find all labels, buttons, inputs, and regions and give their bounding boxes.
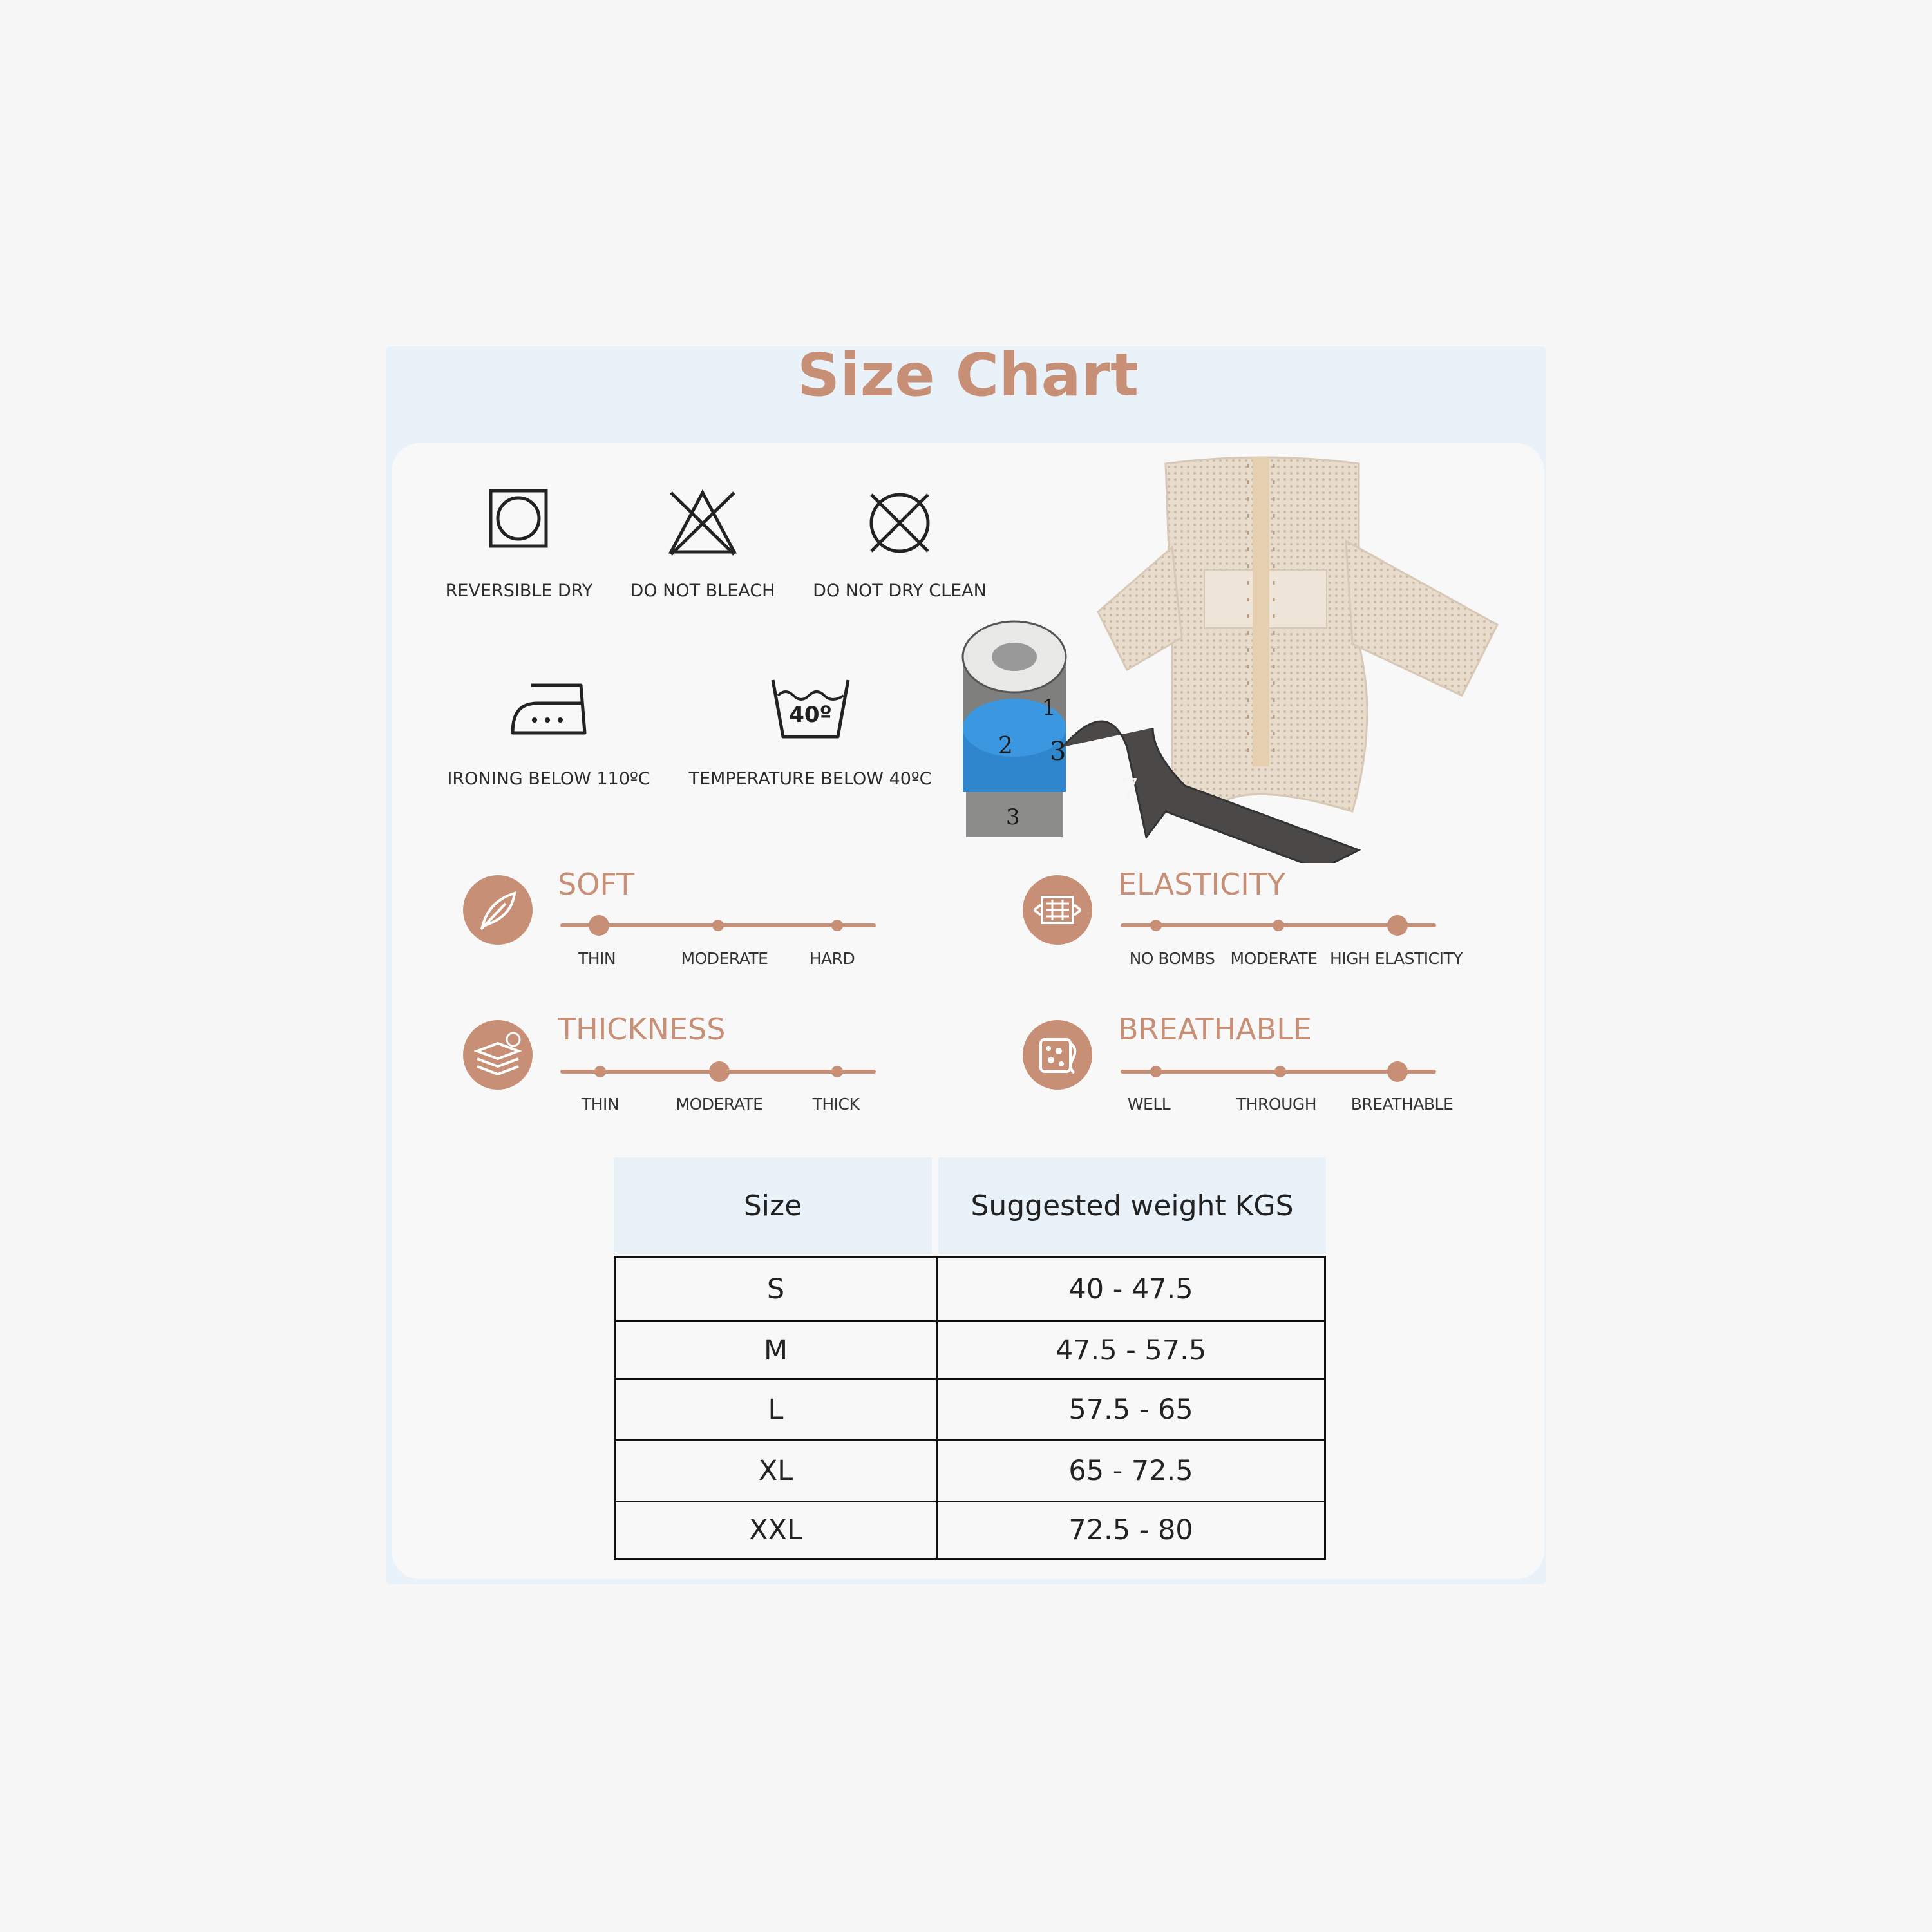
size-cell: S [616, 1258, 938, 1320]
svg-text:3: 3 [1006, 804, 1020, 830]
rating-tick: THIN [581, 1095, 620, 1113]
rating-tick: MODERATE [681, 949, 768, 968]
do-not-dry-clean-icon [867, 491, 932, 555]
care-label-do-not-dry-clean: DO NOT DRY CLEAN [813, 581, 987, 601]
weight-cell: 40 - 47.5 [1068, 1273, 1193, 1305]
rating-title-soft: SOFT [558, 867, 635, 902]
rating-dot [712, 920, 724, 931]
table-row [616, 1322, 1324, 1380]
rating-title-elasticity: ELASTICITY [1118, 867, 1285, 902]
iron-icon [509, 681, 589, 737]
rating-dot [1150, 920, 1162, 931]
rating-tick: THROUGH [1236, 1095, 1317, 1113]
rating-title-breathable: BREATHABLE [1118, 1012, 1312, 1046]
reversible-dry-icon [488, 488, 552, 552]
rating-tick: MODERATE [1230, 949, 1318, 968]
weight-column-header: Suggested weight KGS [938, 1157, 1326, 1254]
rating-tick: HIGH ELASTICITY [1329, 949, 1463, 968]
rating-tick: MODERATE [676, 1095, 763, 1113]
rating-tick: THICK [812, 1095, 860, 1113]
care-label-ironing: IRONING BELOW 110ºC [447, 769, 650, 789]
rating-tick: WELL [1127, 1095, 1171, 1113]
size-cell: XL [616, 1441, 938, 1501]
left-strap [1098, 547, 1182, 670]
size-table-body [614, 1256, 1326, 1560]
tape-number-3: 3 [1050, 737, 1066, 766]
rating-title-thickness: THICKNESS [558, 1012, 726, 1046]
right-strap [1346, 541, 1497, 696]
rating-dot-selected [589, 915, 609, 936]
care-label-reversible-dry: REVERSIBLE DRY [445, 581, 593, 601]
table-row [616, 1502, 1324, 1558]
weight-cell: 57.5 - 65 [1068, 1394, 1193, 1426]
breathable-fabric-icon [1023, 1020, 1092, 1090]
table-row [616, 1258, 1324, 1322]
svg-text:2: 2 [998, 733, 1013, 759]
rating-dot [831, 920, 843, 931]
table-row [616, 1380, 1324, 1441]
layers-icon [463, 1020, 533, 1090]
product-image [960, 451, 1507, 863]
rating-dot [1274, 1066, 1286, 1077]
weight-cell: 72.5 - 80 [1068, 1514, 1193, 1546]
tape-number-7: 7 [1121, 773, 1139, 806]
wash-tub-icon [770, 676, 851, 741]
rating-tick: BREATHABLE [1350, 1095, 1454, 1113]
rating-dot-selected [709, 1061, 730, 1082]
size-cell: XXL [616, 1502, 938, 1558]
weight-cell: 47.5 - 57.5 [1055, 1334, 1207, 1367]
page-title: Size Chart [797, 341, 1139, 410]
do-not-bleach-icon [667, 488, 738, 558]
rating-tick: THIN [578, 949, 616, 968]
rating-dot-selected [1387, 915, 1408, 936]
size-cell: M [616, 1322, 938, 1378]
care-label-do-not-bleach: DO NOT BLEACH [630, 581, 775, 601]
rating-dot [831, 1066, 843, 1077]
rating-dot-selected [1387, 1061, 1408, 1082]
rating-dot [1273, 920, 1284, 931]
stretch-fabric-icon [1023, 875, 1092, 945]
size-cell: L [616, 1380, 938, 1439]
rating-dot [1150, 1066, 1162, 1077]
rating-dot [594, 1066, 606, 1077]
rating-tick: NO BOMBS [1129, 949, 1215, 968]
wash-temperature-badge: 40º [789, 702, 832, 728]
tape-number-1: 1 [1042, 695, 1056, 721]
rating-tick: HARD [809, 949, 855, 968]
feather-icon [463, 875, 533, 945]
weight-cell: 65 - 72.5 [1068, 1455, 1193, 1487]
size-column-header: Size [614, 1157, 932, 1254]
care-label-temperature: TEMPERATURE BELOW 40ºC [688, 769, 932, 789]
table-row [616, 1441, 1324, 1502]
size-table-header [614, 1157, 1326, 1254]
